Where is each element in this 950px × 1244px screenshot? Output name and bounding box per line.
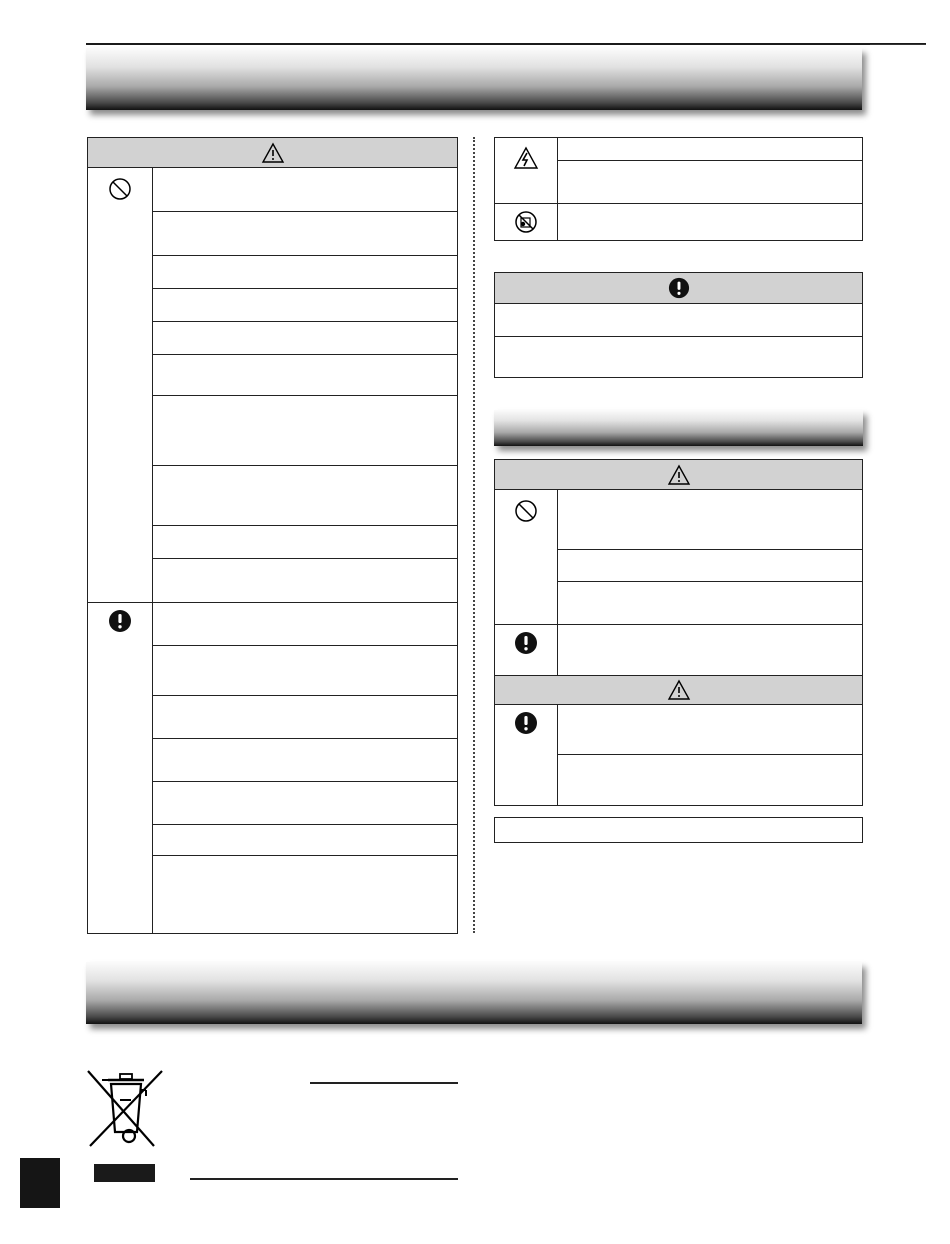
left-table-row (153, 603, 457, 646)
top-rule (86, 43, 926, 45)
weee-bar-mark (94, 1164, 155, 1182)
left-table-row (153, 696, 457, 739)
left-warning-table (87, 137, 458, 934)
column-separator (473, 137, 475, 933)
prohibition-circle-icon (514, 499, 538, 523)
section-banner-disposal (86, 962, 862, 1024)
prohibition-group-icon-cell (88, 176, 152, 202)
warning-triangle-icon (667, 679, 691, 701)
no-disassembly-icon-cell (495, 208, 557, 236)
battery-row (558, 550, 862, 582)
battery-row (558, 582, 862, 624)
disposal-underline-bottom (190, 1178, 458, 1180)
page-tab-marker (20, 1158, 60, 1208)
battery-note-box (494, 817, 863, 843)
prohibition-circle-icon (108, 177, 132, 201)
right-hazard-row (558, 204, 862, 240)
battery-row (558, 490, 862, 550)
mandatory-exclamation-icon (668, 277, 690, 299)
battery-warning-header (495, 460, 862, 490)
left-table-header (88, 138, 457, 168)
warning-triangle-icon (261, 142, 285, 164)
electric-icon-cell (495, 144, 557, 172)
left-table-row (153, 739, 457, 782)
left-table-row (153, 256, 457, 289)
right-caution-table (494, 272, 863, 378)
right-hazard-row (558, 161, 862, 203)
battery-mandatory-icon-cell (495, 630, 557, 656)
mandatory-exclamation-icon (514, 711, 538, 735)
right-hazard-row (558, 138, 862, 161)
battery-caution-row (558, 705, 862, 755)
mandatory-exclamation-icon (108, 609, 132, 633)
top-rule-extension (870, 44, 926, 45)
battery-row (558, 625, 862, 675)
right-hazard-table (494, 137, 863, 241)
left-table-row (153, 559, 457, 602)
electric-shock-icon (513, 146, 539, 170)
battery-caution-icon-cell (495, 710, 557, 736)
warning-triangle-icon (667, 464, 691, 486)
section-banner-battery (494, 410, 863, 446)
mandatory-group-icon-cell (88, 608, 152, 634)
left-table-row (153, 396, 457, 466)
left-table-row (153, 526, 457, 559)
battery-prohibition-icon-cell (495, 498, 557, 524)
mandatory-exclamation-icon (514, 631, 538, 655)
left-table-row (153, 355, 457, 396)
right-battery-table (494, 459, 863, 806)
crossed-out-wheelie-bin-icon (84, 1068, 166, 1150)
left-table-row (153, 782, 457, 825)
disposal-underline-top (310, 1082, 458, 1084)
right-caution-row (495, 304, 862, 337)
left-table-row (153, 856, 457, 933)
right-caution-row (495, 337, 862, 377)
left-table-row (153, 168, 457, 212)
left-table-row (153, 825, 457, 856)
section-banner-safety-precautions (86, 48, 862, 110)
left-table-row (153, 212, 457, 256)
right-caution-header (495, 273, 862, 304)
battery-caution-row (558, 755, 862, 805)
left-table-row (153, 289, 457, 322)
left-table-row (153, 646, 457, 696)
left-table-row (153, 466, 457, 526)
no-disassembly-icon (514, 210, 538, 234)
left-table-row (153, 322, 457, 355)
battery-caution-header (495, 675, 862, 705)
